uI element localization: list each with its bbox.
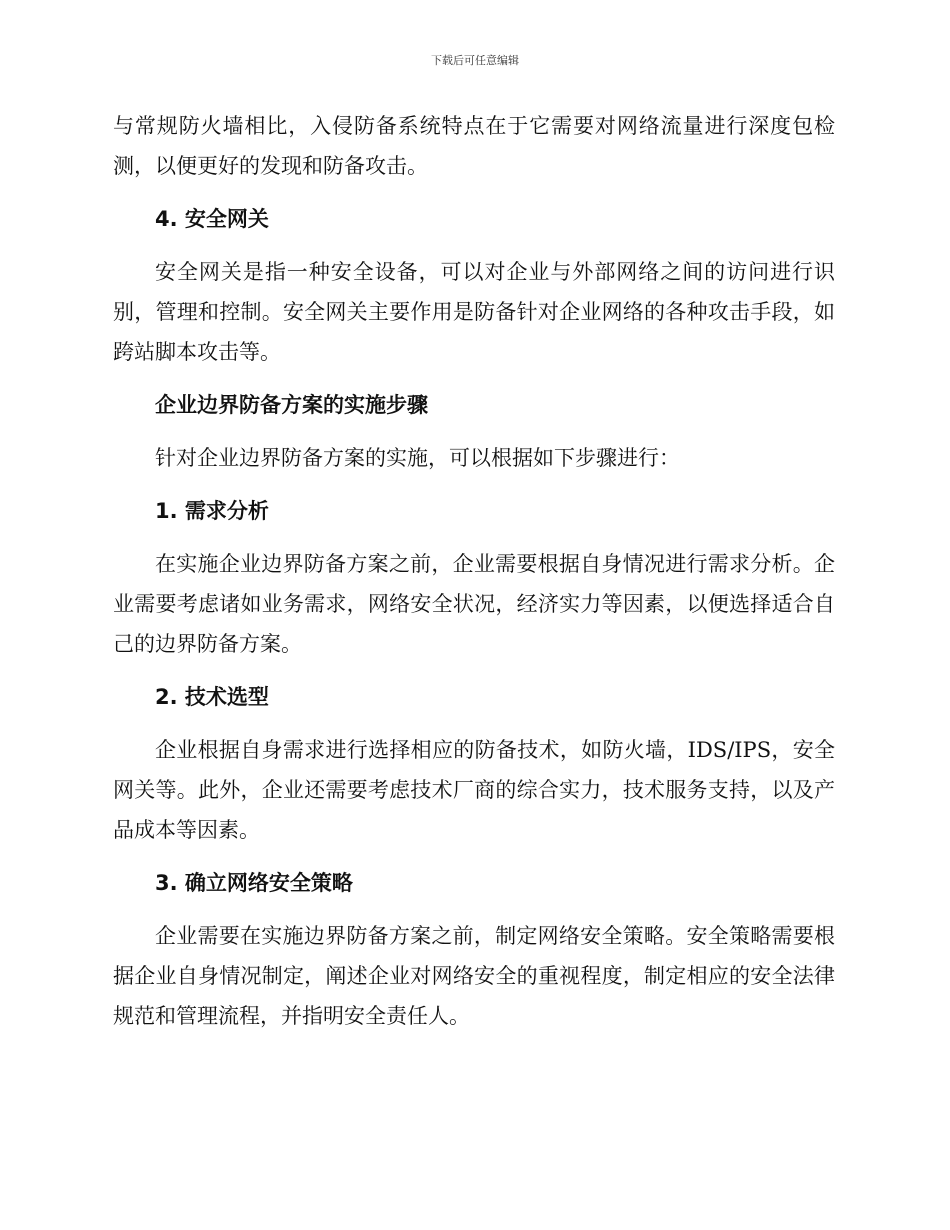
paragraph-security-policy: 企业需要在实施边界防备方案之前，制定网络安全策略。安全策略需要根据企业自身情况制定，阐述企业对网络安全的重视程度，制定相应的安全法律规范和管理流程，并指明安全责任人。 (113, 924, 835, 1028)
heading-implementation-steps: 企业边界防备方案的实施步骤 (155, 393, 428, 417)
paragraph-requirements-analysis: 在实施企业边界防备方案之前，企业需要根据自身情况进行需求分析。企业需要考虑诸如业务需求，网络安全状况，经济实力等因素，以便选择适合自己的边界防备方案。 (113, 552, 835, 656)
heading-technology-selection: 2. 技术选型 (155, 685, 269, 709)
heading-requirements-analysis: 1. 需求分析 (155, 499, 269, 523)
paragraph-security-gateway: 安全网关是指一种安全设备，可以对企业与外部网络之间的访问进行识别，管理和控制。安全网关主要作用是防备针对企业网络的各种攻击手段，如跨站脚本攻击等。 (113, 260, 835, 364)
page-header: 下载后可任意编辑 (431, 54, 519, 67)
document-body (113, 106, 835, 1049)
heading-security-policy: 3. 确立网络安全策略 (155, 871, 353, 895)
heading-security-gateway: 4. 安全网关 (155, 207, 269, 231)
paragraph-technology-selection: 企业根据自身需求进行选择相应的防备技术，如防火墙，IDS/IPS，安全网关等。此外，企业还需要考虑技术厂商的综合实力，技术服务支持，以及产品成本等因素。 (113, 738, 835, 842)
paragraph-steps-intro: 针对企业边界防备方案的实施，可以根据如下步骤进行： (155, 446, 680, 470)
paragraph-ids-intro: 与常规防火墙相比，入侵防备系统特点在于它需要对网络流量进行深度包检测，以便更好的发现和防备攻击。 (113, 114, 835, 178)
